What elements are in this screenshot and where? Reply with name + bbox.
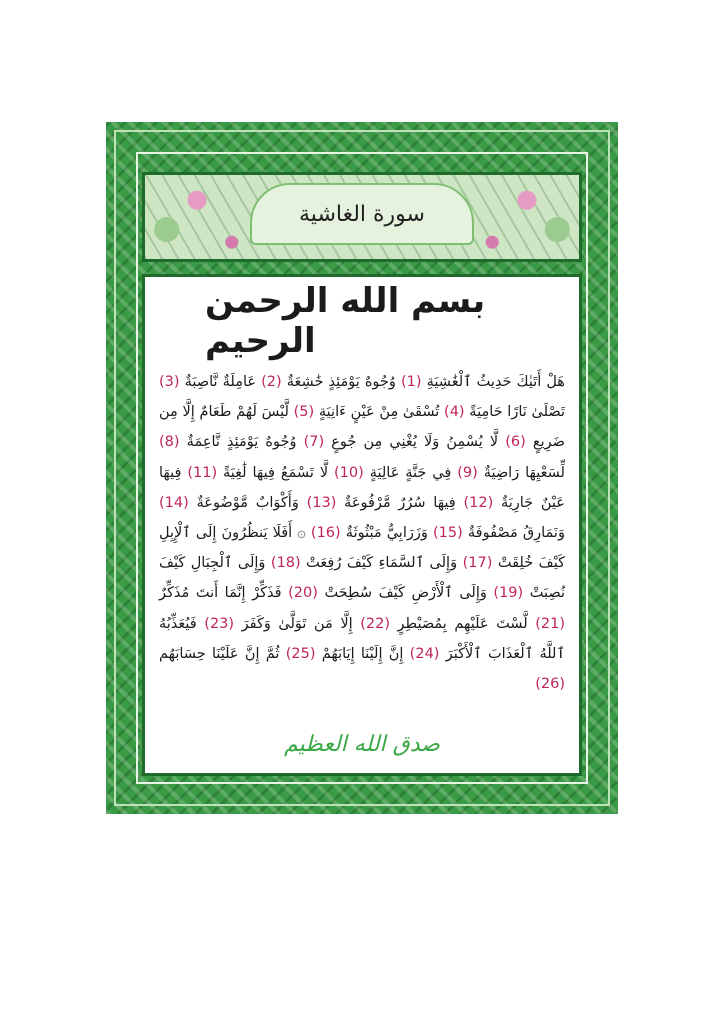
verse-text: لَّيْسَ لَهُمْ طَعَامٌ إِلَّا مِن ضَرِيعٍ [159,404,565,451]
verse-number: (6) [498,434,533,451]
verse-text: لَّسْتَ عَلَيْهِم بِمُصَيْطِرٍ [397,615,528,632]
verse-number: (1) [395,374,427,390]
verse-text: ثُمَّ إِنَّ عَلَيْنَا حِسَابَهُم [159,645,280,662]
verse-text: وُجُوهٌ يَوْمَئِذٍ نَّاعِمَةٌ [186,434,297,451]
basmala-calligraphy: بسم الله الرحمن الرحيم [205,281,486,361]
verse-text: وَنَمَارِقُ مَصْفُوفَةٌ [467,525,565,542]
text-panel [142,274,582,776]
verse-number: (16) [305,525,346,542]
verse-text: هَلْ أَتَيٰكَ حَدِيثُ ٱلْغَٰشِيَةِ [426,374,565,390]
verse-number: (2) [256,374,287,390]
verse-text: وَأَكْوَابٌ مَّوْضُوعَةٌ [196,494,299,511]
verse-text: ۞ أَفَلَا يَنظُرُونَ إِلَى ٱلْإِبِلِ كَيْفَ خُلِقَتْ [159,525,565,572]
surah-title: سورة الغاشية [299,201,425,227]
verse-number: (10) [328,464,370,481]
verse-number: (26) [535,676,565,693]
verse-text: فِيهَا سُرُرٌ مَّرْفُوعَةٌ [344,494,456,511]
verse-number: (22) [352,615,398,632]
verse-number: (13) [298,494,345,511]
verse-number: (3) [159,374,185,390]
verse-text: لِّسَعْيِهَا رَاضِيَةٌ [483,464,565,481]
verse-text: فَيُعَذِّبُهُ ٱللَّهُ ٱلْعَذَابَ ٱلْأَكْبَرَ [159,615,565,662]
verse-text: عَامِلَةٌ نَّاصِبَةٌ [184,374,257,390]
verse-text: وَإِلَى ٱلْأَرْضِ كَيْفَ سُطِحَتْ [324,585,487,602]
verse-number: (7) [296,434,332,451]
verse-number: (21) [527,615,566,632]
closing-phrase: صدق الله العظيم [284,732,440,757]
verse-text: لَّا تَسْمَعُ فِيهَا لَٰغِيَةً [223,464,329,481]
verse-text: تَصْلَىٰ نَارًا حَامِيَةً [469,404,565,421]
verse-text: إِلَّا مَن تَوَلَّىٰ وَكَفَرَ [241,615,353,632]
verse-number: (25) [279,645,322,662]
verse-number: (20) [281,585,325,602]
verse-number: (24) [403,645,446,662]
verse-text: فِي جَنَّةٍ عَالِيَةٍ [369,464,452,481]
verse-number: (11) [181,464,224,481]
verse-number: (15) [427,525,468,542]
verse-number: (23) [196,615,242,632]
verse-text: تُسْقَىٰ مِنْ عَيْنٍ ءَانِيَةٍ [318,404,440,421]
verse-text: وُجُوهٌ يَوْمَئِذٍ خَٰشِعَةٌ [286,374,396,390]
header-ornament-panel [142,172,582,262]
verse-number: (4) [439,404,470,421]
verse-text: فَذَكِّرْ إِنَّمَا أَنتَ مُذَكِّرٌ [159,585,282,602]
verse-text: لَّا يُسْمِنُ وَلَا يُغْنِي مِن جُوعٍ [331,434,499,451]
verse-number: (18) [265,555,307,572]
verse-number: (19) [486,585,530,602]
verse-number: (5) [288,404,319,421]
page-frame [106,122,618,814]
verses-block [159,367,565,699]
verse-number: (9) [451,464,484,481]
verse-number: (12) [455,494,501,511]
verse-text: وَإِلَى ٱلْجِبَالِ كَيْفَ نُصِبَتْ [159,555,565,602]
verse-number: (8) [159,434,187,451]
title-cartouche [250,183,474,245]
verse-text: وَزَرَابِيُّ مَبْثُوثَةٌ [345,525,428,542]
verse-text: فِيهَا عَيْنٌ جَارِيَةٌ [159,464,565,511]
verse-text: إِنَّ إِلَيْنَا إِيَابَهُمْ [321,645,404,662]
verse-number: (14) [159,494,197,511]
verse-text: وَإِلَى ٱلسَّمَاءِ كَيْفَ رُفِعَتْ [306,555,458,572]
verse-number: (17) [457,555,498,572]
